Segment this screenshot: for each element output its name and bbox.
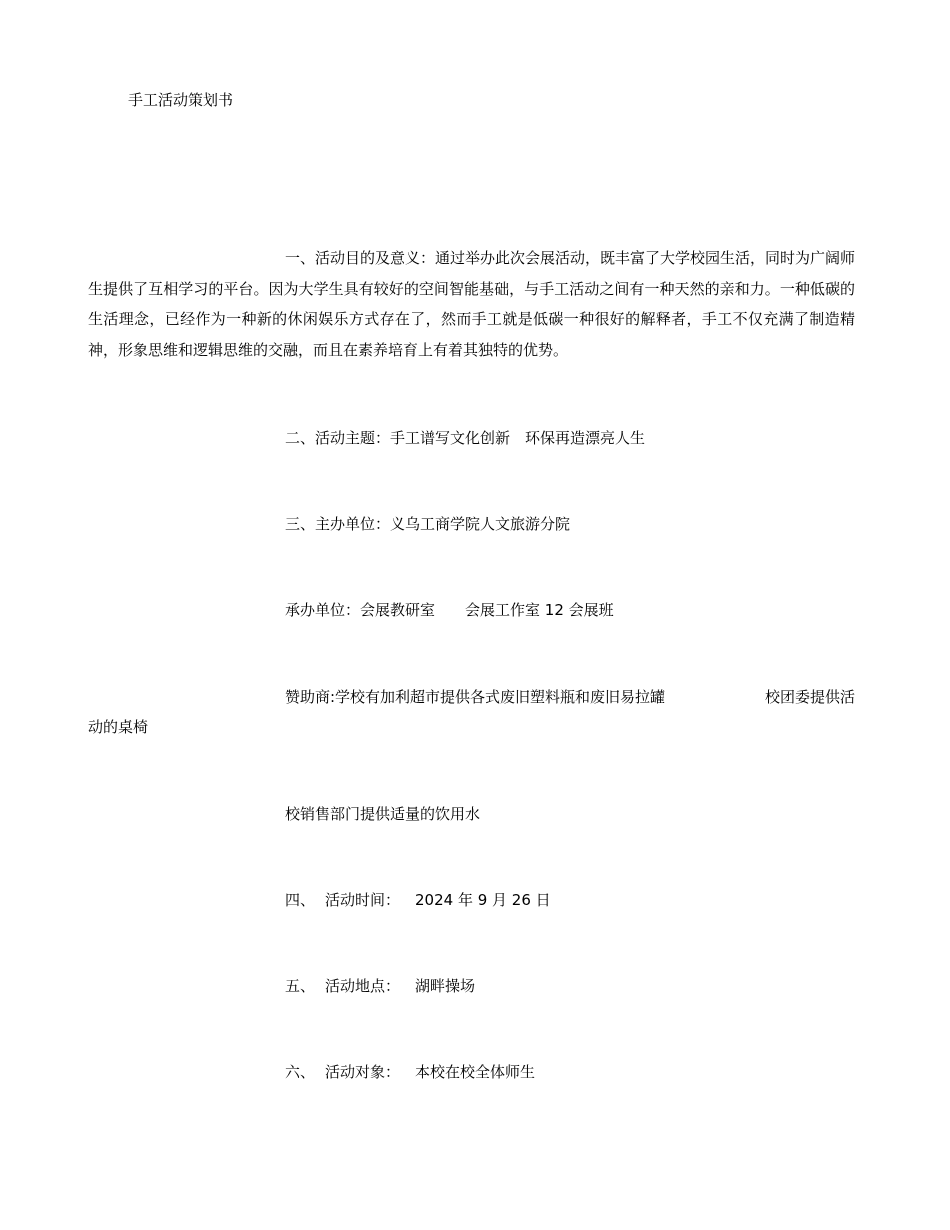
section-location-value: 湖畔操场 bbox=[415, 977, 476, 995]
sponsor-text-right: 校团委提供活 bbox=[764, 688, 855, 706]
section-time-value: 2024 年 9 月 26 日 bbox=[415, 891, 551, 909]
section-audience-label: 活动对象： bbox=[325, 1063, 401, 1081]
sponsor-line-2: 校销售部门提供适量的饮用水 bbox=[285, 805, 481, 823]
section-time-label: 活动时间： bbox=[325, 891, 401, 909]
document-title: 手工活动策划书 bbox=[128, 91, 234, 109]
sponsor-continuation: 动的桌椅 bbox=[88, 718, 149, 736]
section-host-line: 三、主办单位：义乌工商学院人文旅游分院 bbox=[285, 515, 571, 533]
section-location-line bbox=[285, 975, 475, 997]
section-audience-value: 本校在校全体师生 bbox=[415, 1063, 536, 1081]
section-time-line bbox=[285, 889, 551, 911]
section-location-label: 活动地点： bbox=[325, 977, 401, 995]
section-location-number: 五、 bbox=[285, 977, 316, 995]
section-theme-line: 二、活动主题：手工谱写文化创新 环保再造漂亮人生 bbox=[285, 429, 646, 447]
sponsor-text-left: 赞助商:学校有加利超市提供各式废旧塑料瓶和废旧易拉罐 bbox=[285, 688, 666, 706]
section-purpose-paragraph: 一、活动目的及意义：通过举办此次会展活动，既丰富了大学校园生活，同时为广阔师生提供了互相学习的平台。因为大学生具有较好的空间智能基础，与手工活动之间有一种天然的亲和力。一种低碳的生活理念，已经作为一种新的休闲娱乐方式存在了，然而手工就是低碳一种很好的解释者，手工不仅充满了制造精神，形象思维和逻辑思维的交融，而且在素养培育上有着其独特的优势。 bbox=[88, 249, 856, 359]
organizer-line: 承办单位：会展教研室 会展工作室 12 会展班 bbox=[285, 601, 614, 619]
section-audience-number: 六、 bbox=[285, 1063, 316, 1081]
section-audience-line bbox=[285, 1061, 535, 1083]
section-time-number: 四、 bbox=[285, 891, 316, 909]
